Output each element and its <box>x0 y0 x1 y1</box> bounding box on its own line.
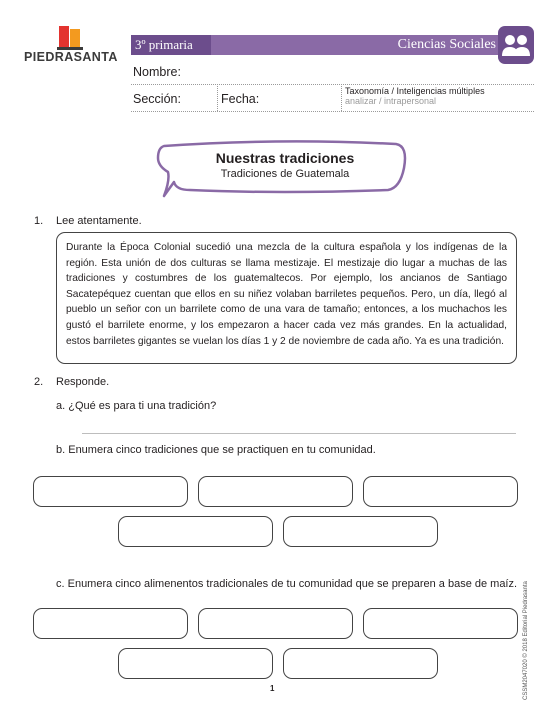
answer-box[interactable] <box>363 608 518 639</box>
page-number: 1 <box>270 684 275 693</box>
seccion-fecha-field[interactable] <box>131 111 534 112</box>
answer-line[interactable] <box>82 433 516 434</box>
subject-label: Ciencias Sociales <box>397 37 496 52</box>
question-number: 1. <box>34 215 44 227</box>
question-number: 2. <box>34 376 44 388</box>
question-2c: c. Enumera cinco alimenentos tradicionales de tu comunidad que se preparen a base de maíz. <box>56 578 518 590</box>
grade-label: 3º primaria <box>131 35 211 55</box>
seccion-label: Sección: <box>133 92 181 106</box>
reading-passage: Durante la Época Colonial sucedió una mezcla de la cultura española y los indígenas de la región. Esta unión de dos culturas se llama mestizaje. El mestizaje dio lugar a muchas de las tradiciones y costumbres de los guatemaltecos. Por ejemplo, los ancianos de Santiago Sacatepéquez cuentan que ellos en su niñez volaban barriletes pequeños. Pero, un día, llegó al pueblo un señor con un barrilete como de una vara de tamaño; entonces, a los muchachos les gustó el barrilete enorme, y los empezaron a hacer cada vez más grandes. En la actualidad, estos barriletes gigantes se vuelan los días 1 y 2 de noviembre de cada año. Ya es una tradición. <box>56 232 517 364</box>
page-title: Nuestras tradiciones <box>215 150 355 166</box>
divider <box>341 84 342 111</box>
answer-box[interactable] <box>283 648 438 679</box>
page-subtitle: Tradiciones de Guatemala <box>220 168 350 180</box>
people-icon <box>498 26 534 64</box>
taxonomy-label: Taxonomía / Inteligencias múltiples <box>345 86 485 96</box>
question-2-instruction: Responde. <box>56 376 110 388</box>
answer-box[interactable] <box>198 476 353 507</box>
taxonomy-values: analizar / intrapersonal <box>345 96 437 106</box>
answer-box[interactable] <box>283 516 438 547</box>
question-2a: a. ¿Qué es para ti una tradición? <box>56 400 217 412</box>
answer-box[interactable] <box>198 608 353 639</box>
answer-box[interactable] <box>363 476 518 507</box>
nombre-label: Nombre: <box>133 65 181 79</box>
question-2b: b. Enumera cinco tradiciones que se practiquen en tu comunidad. <box>56 444 376 456</box>
divider <box>217 84 218 111</box>
answer-box[interactable] <box>33 476 188 507</box>
piedrasanta-logo-icon <box>57 26 83 50</box>
fecha-label: Fecha: <box>221 92 260 106</box>
question-1-instruction: Lee atentamente. <box>56 215 142 227</box>
logo-text: PIEDRASANTA <box>24 50 118 64</box>
answer-box[interactable] <box>118 648 273 679</box>
answer-box[interactable] <box>33 608 188 639</box>
nombre-field[interactable] <box>131 84 534 85</box>
answer-box[interactable] <box>118 516 273 547</box>
copyright-side-text: CSSM2047020 © 2018 Editorial Piedrasanta <box>523 581 529 700</box>
